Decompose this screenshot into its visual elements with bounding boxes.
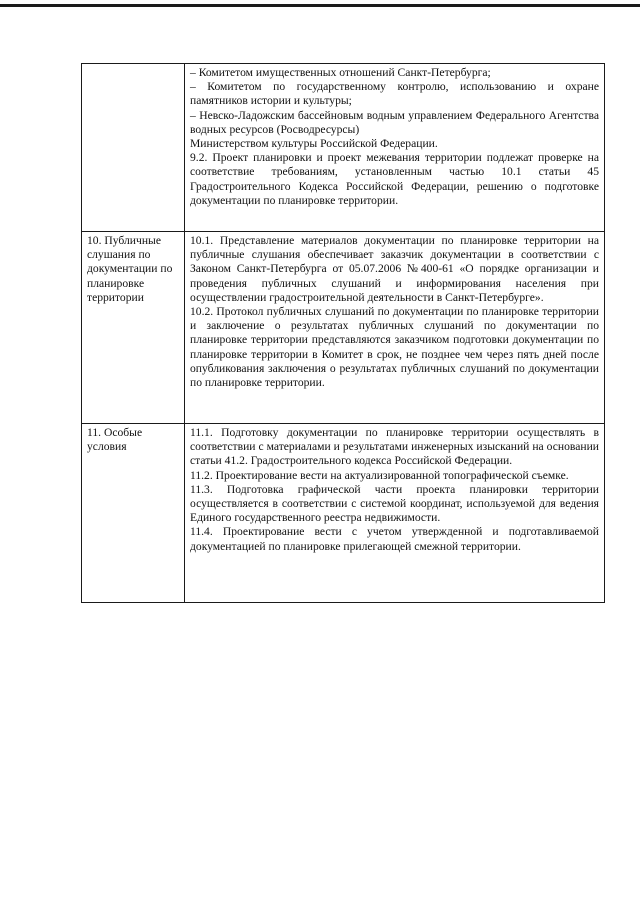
paragraph: – Комитетом имущественных отношений Санкт-Петербурга; (190, 66, 491, 79)
paragraph: 11.3. Подготовка графической части проекта планировки территории осуществляется в соответствии с системой координат, используемой для ведения Единого государственного реестра недвижимости. (190, 482, 599, 525)
paragraph: – Комитетом по государственному контролю, использованию и охране памятников истории и культуры; (190, 80, 599, 108)
row-label-cell (82, 232, 185, 424)
paragraph: Министерством культуры Российской Федерации. (190, 137, 438, 151)
paragraph: 11.2. Проектирование вести на актуализированной топографической съемке. (190, 468, 569, 482)
paragraph: 11.4. Проектирование вести с учетом утвержденной и подготавливаемой документацией по планировке прилегающей смежной территории. (190, 525, 599, 553)
row-content-cell (185, 424, 605, 603)
row-content-cell (185, 232, 605, 424)
document-table (81, 63, 605, 603)
paragraph: 9.2. Проект планировки и проект межевания территории подлежат проверке на соответствие требованиям, установленным частью 10.1 статьи 45 Градостроительного Кодекса Российской Федерации, решению о подготовке документации по планировке территории. (190, 151, 599, 207)
row-label: 10. Публичные слушания по документации по планировке территории (87, 234, 173, 304)
paragraph: 10.2. Протокол публичных слушаний по документации по планировке территории и заключение о результатах публичных слушаний по документации по планировке территории представляются заказчиком подготовки документации по планировке территории в Комитет в срок, не позднее чем через пять дней после опубликования заключения о результатах публичных слушаний по документации по планировке территории. (190, 305, 599, 390)
table-row (82, 424, 605, 603)
paragraph: – Невско-Ладожским бассейновым водным управлением Федерального Агентства водных ресурсов (Росводресурсы) (190, 108, 599, 136)
row-content-cell (185, 64, 605, 232)
table-row (82, 232, 605, 424)
paragraph: 11.1. Подготовку документации по планировке территории осуществлять в соответствии с материалами и результатами инженерных изысканий на основании статьи 41.2. Градостроительного кодекса Российской Федерации. (190, 426, 599, 468)
row-label-cell (82, 424, 185, 603)
table-row (82, 64, 605, 232)
page-top-rule (0, 4, 640, 7)
paragraph: 10.1. Представление материалов документации по планировке территории на публичные слушания обеспечивает заказчик документации в соответствии с Законом Санкт-Петербурга от 05.07.2006 №400-61 «О порядке организации и проведения публичных слушаний и информирования населения при осуществлении градостроительной деятельности в Санкт-Петербурге». (190, 234, 599, 304)
row-label-cell (82, 64, 185, 232)
row-label: 11. Особые условия (87, 426, 143, 454)
